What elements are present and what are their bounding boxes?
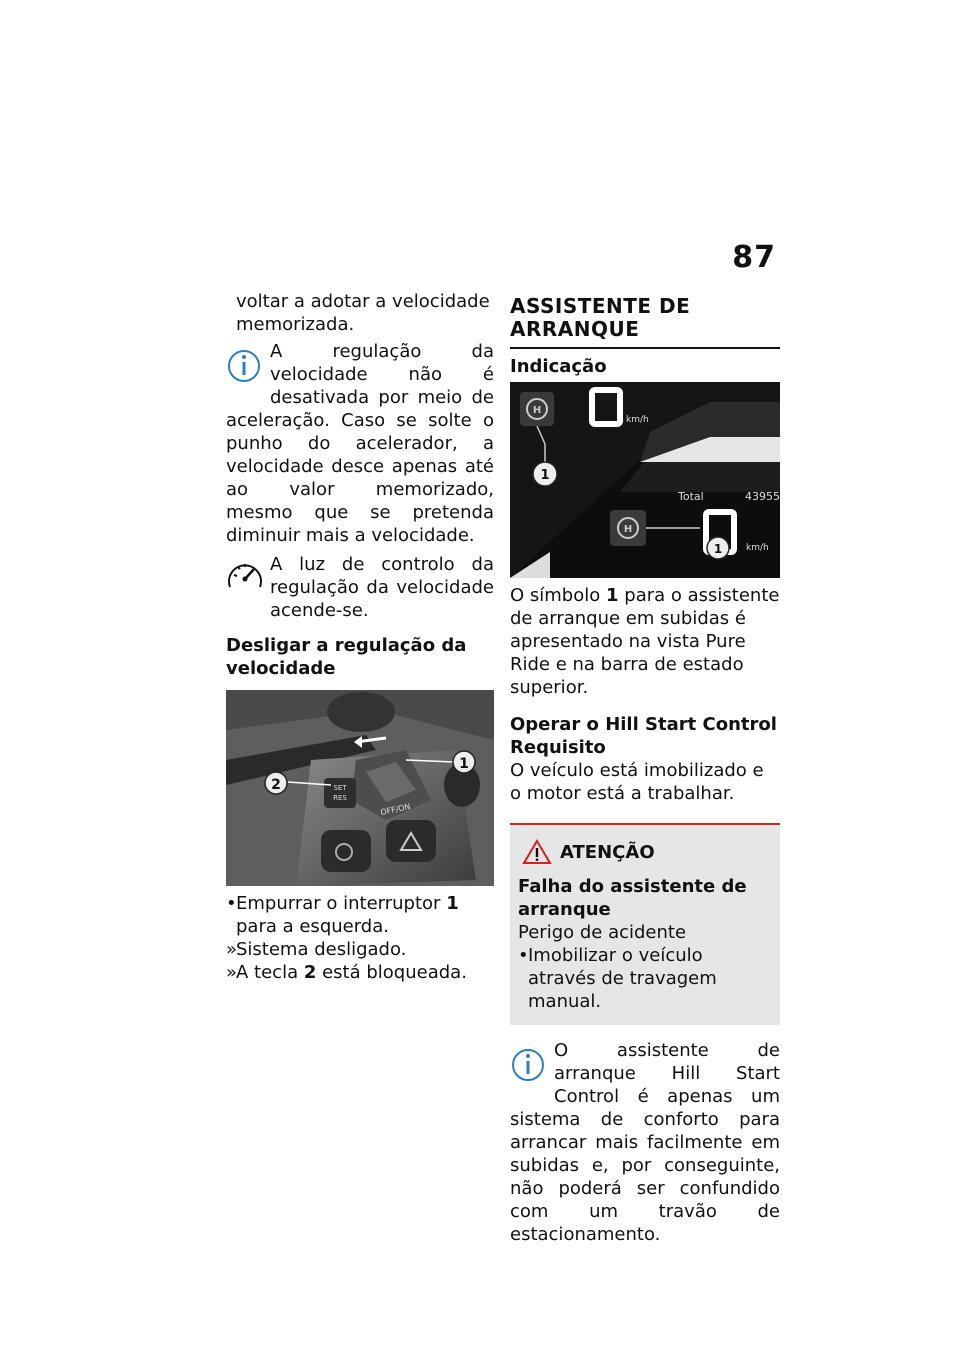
- info-note-2-text: A luz de controlo da regulação da velocidade acende-se.: [270, 554, 494, 621]
- bullet-marker: •: [226, 893, 237, 914]
- handlebar-switch-photo: [226, 690, 494, 886]
- switch-label-offon: OFF/ON: [379, 801, 412, 818]
- paragraph-requirement: O veículo está imobilizado e o motor está a trabalhar.: [510, 760, 764, 804]
- dashboard-illustration: [510, 382, 780, 578]
- info-note-1: [226, 340, 494, 547]
- warning-title: [518, 839, 772, 865]
- dash-unit-2: km/h: [746, 543, 769, 553]
- instruction-steps: [226, 892, 494, 984]
- bullet-marker: •: [518, 945, 529, 966]
- intro-line-1: voltar a adotar a velocidade: [236, 291, 490, 312]
- cruise-control-icon: [226, 553, 266, 601]
- photo-label-2: 2: [271, 777, 281, 793]
- switch-label-set: SET: [333, 784, 347, 792]
- info-note-1-text: A regulação da velocidade não é desativada por meio de aceleração. Caso se solte o punho do acelerador, a velocidade desce apenas até ao valor memorizado, mesmo que se pretenda diminuir mais a velocidade.: [226, 341, 494, 546]
- result-marker: »: [226, 939, 238, 960]
- dash-label-1b: 1: [713, 542, 723, 556]
- subheading-requirement: Requisito: [510, 737, 606, 758]
- result-item: » A tecla 2 está bloqueada.: [226, 962, 467, 983]
- switch-label-res: RES: [333, 794, 347, 802]
- result-ref-number: 2: [303, 962, 317, 983]
- handlebar-illustration: [226, 690, 494, 886]
- page-number: 87: [732, 240, 776, 275]
- step-item: • Empurrar o interruptor 1 para a esquerda.: [226, 893, 459, 937]
- hill-start-icon-label-2: H: [623, 524, 633, 535]
- hill-start-icon-label: H: [532, 405, 542, 416]
- dash-total: Total: [678, 490, 704, 503]
- section-title: ASSISTENTE DE ARRANQUE: [510, 295, 780, 349]
- step-ref-number: 1: [446, 893, 459, 914]
- warning-text: Perigo de acidente: [518, 922, 687, 943]
- paragraph-symbol: O símbolo 1 para o assistente de arranque em subidas é apresentado na vista Pure Ride e na barra de estado superior.: [510, 585, 780, 698]
- info-icon: [510, 1039, 550, 1087]
- info-note-3-text: O assistente de arranque Hill Start Control é apenas um sistema de conforto para arrancar mais facilmente em subidas e, por conseguinte, não poderá ser confundido com um travão de estacionamento.: [510, 1040, 780, 1245]
- section-heading-disable-cruise: Desligar a regulação da velocidade: [226, 635, 467, 679]
- dash-unit: km/h: [626, 415, 649, 425]
- result-item: » Sistema desligado.: [226, 939, 407, 960]
- dash-odometer: 43955: [745, 490, 780, 503]
- warning-list: [518, 944, 772, 1013]
- right-column: [510, 295, 780, 1246]
- warning-title-text: ATENÇÃO: [560, 841, 655, 863]
- symbol-ref-number: 1: [606, 585, 619, 606]
- info-note-2: [226, 553, 494, 622]
- result-marker: »: [226, 962, 238, 983]
- warning-box: [510, 823, 780, 1025]
- dash-label-1a: 1: [540, 468, 550, 483]
- left-column: [226, 290, 494, 984]
- warning-heading: Falha do assistente de arranque: [518, 876, 747, 920]
- dashboard-display-image: [510, 382, 780, 578]
- info-icon: [226, 340, 266, 388]
- warning-list-item: • Imobilizar o veículo através de travagem manual.: [518, 945, 717, 1012]
- subheading-operate: Operar o Hill Start Control: [510, 714, 777, 735]
- warning-triangle-icon: [522, 839, 552, 865]
- subheading-indication: Indicação: [510, 356, 607, 377]
- intro-line-2: memorizada.: [236, 314, 355, 335]
- photo-label-1: 1: [459, 756, 469, 772]
- info-note-3: [510, 1039, 780, 1246]
